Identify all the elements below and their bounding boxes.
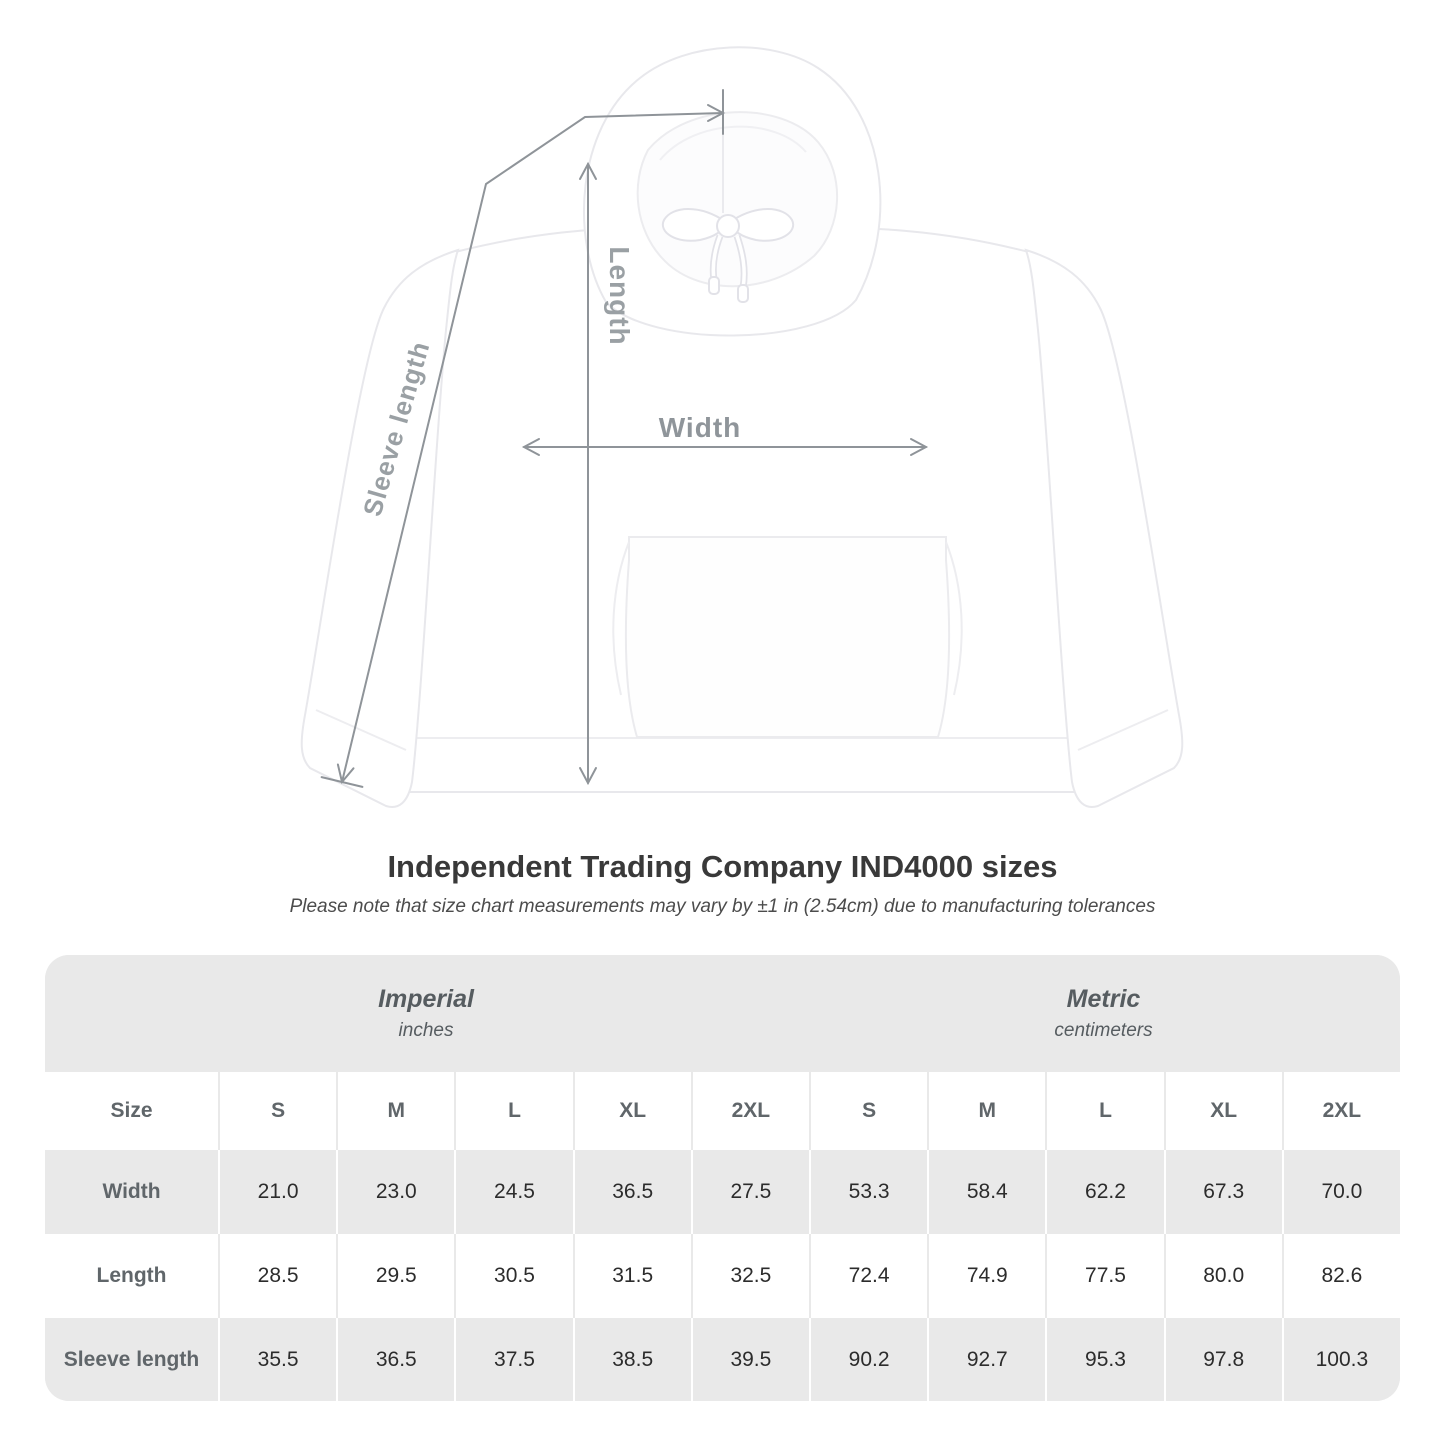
aglet-right	[738, 285, 748, 302]
sleeve-length-measure-label: Sleeve length	[356, 337, 436, 520]
length-measure-label: Length	[604, 246, 635, 346]
width-measure-label: Width	[658, 412, 742, 443]
length-imperial-xl: 31.5	[573, 1234, 691, 1318]
width-metric-xl: 67.3	[1164, 1150, 1282, 1234]
size-col-metric-l: L	[1045, 1072, 1163, 1150]
size-col-metric-2xl: 2XL	[1282, 1072, 1400, 1150]
table-row-width	[45, 1150, 1400, 1234]
corner-label: Size	[110, 1099, 153, 1122]
sleeve-metric-s: 90.2	[809, 1318, 927, 1401]
kangaroo-pocket	[626, 537, 949, 737]
sleeve-metric-2xl: 100.3	[1282, 1318, 1400, 1401]
size-col-metric-m: M	[927, 1072, 1045, 1150]
width-imperial-xl: 36.5	[573, 1150, 691, 1234]
width-imperial-m: 23.0	[336, 1150, 454, 1234]
sleeve-imperial-m: 36.5	[336, 1318, 454, 1401]
length-metric-s: 72.4	[809, 1234, 927, 1318]
row-label: Sleeve length	[63, 1347, 200, 1371]
size-col-imperial-l: L	[454, 1072, 572, 1150]
length-imperial-l: 30.5	[454, 1234, 572, 1318]
length-metric-xl: 80.0	[1164, 1234, 1282, 1318]
page-title: Independent Trading Company IND4000 sizes	[387, 849, 1058, 884]
width-metric-2xl: 70.0	[1282, 1150, 1400, 1234]
unit-band	[45, 955, 1400, 1072]
sleeve-imperial-xl: 38.5	[573, 1318, 691, 1401]
sleeve-imperial-2xl: 39.5	[691, 1318, 809, 1401]
length-imperial-2xl: 32.5	[691, 1234, 809, 1318]
width-metric-s: 53.3	[809, 1150, 927, 1234]
table-row-length	[45, 1234, 1400, 1318]
width-metric-m: 58.4	[927, 1150, 1045, 1234]
imperial-title: Imperial	[378, 985, 474, 1013]
width-metric-l: 62.2	[1045, 1150, 1163, 1234]
width-imperial-2xl: 27.5	[691, 1150, 809, 1234]
imperial-header	[45, 955, 807, 1072]
width-imperial-s: 21.0	[218, 1150, 336, 1234]
length-metric-l: 77.5	[1045, 1234, 1163, 1318]
row-label: Width	[102, 1180, 161, 1203]
bow-knot	[717, 215, 739, 237]
size-col-imperial-2xl: 2XL	[691, 1072, 809, 1150]
imperial-subtitle: inches	[398, 1020, 454, 1041]
sleeve-imperial-l: 37.5	[454, 1318, 572, 1401]
size-table	[45, 955, 1400, 1401]
size-header-row	[45, 1072, 1400, 1150]
hood-opening	[638, 112, 837, 286]
length-imperial-m: 29.5	[336, 1234, 454, 1318]
sleeve-imperial-s: 35.5	[218, 1318, 336, 1401]
tolerance-note: Please note that size chart measurements may vary by ±1 in (2.54cm) due to manufacturing tolerances	[289, 896, 1156, 917]
size-col-imperial-m: M	[336, 1072, 454, 1150]
size-col-imperial-s: S	[218, 1072, 336, 1150]
size-col-imperial-xl: XL	[573, 1072, 691, 1150]
size-col-metric-xl: XL	[1164, 1072, 1282, 1150]
aglet-left	[709, 277, 719, 294]
length-metric-2xl: 82.6	[1282, 1234, 1400, 1318]
row-label: Length	[96, 1264, 167, 1287]
length-metric-m: 74.9	[927, 1234, 1045, 1318]
length-imperial-s: 28.5	[218, 1234, 336, 1318]
table-row-sleeve-length	[45, 1318, 1400, 1401]
sleeve-metric-xl: 97.8	[1164, 1318, 1282, 1401]
size-col-metric-s: S	[809, 1072, 927, 1150]
width-imperial-l: 24.5	[454, 1150, 572, 1234]
metric-title: Metric	[1066, 985, 1141, 1013]
sleeve-metric-l: 95.3	[1045, 1318, 1163, 1401]
metric-header	[807, 955, 1400, 1072]
sleeve-metric-m: 92.7	[927, 1318, 1045, 1401]
metric-subtitle: centimeters	[1054, 1020, 1153, 1041]
